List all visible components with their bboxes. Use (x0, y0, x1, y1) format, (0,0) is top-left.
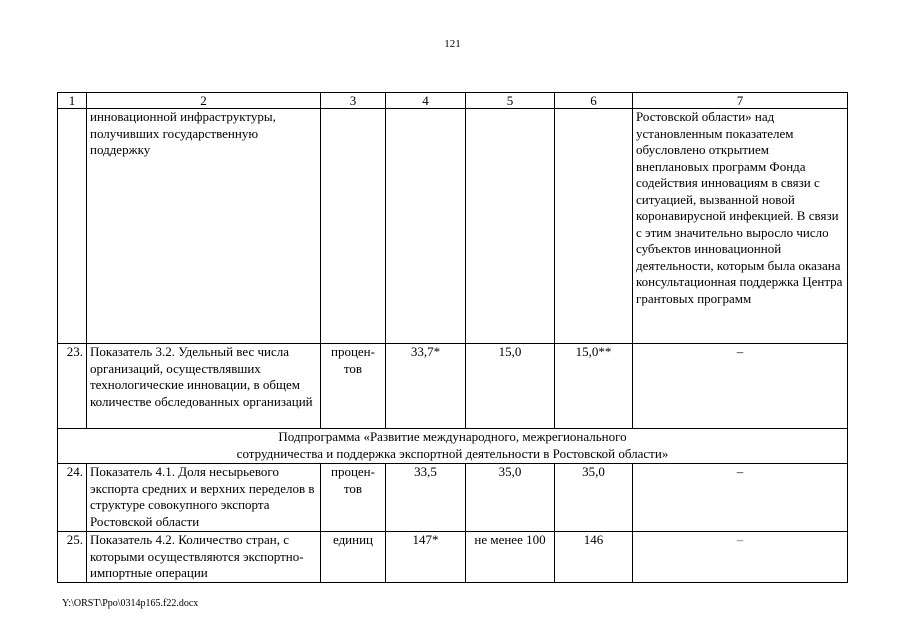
subprogram-line: Подпрограмма «Развитие международного, межрегионального (278, 429, 627, 444)
header-cell: 5 (466, 93, 555, 109)
table-row (58, 532, 848, 583)
unit-cell: процен-тов (321, 344, 386, 429)
footer-file-path: Y:\ORST\Ppo\0314p165.f22.docx (62, 598, 199, 609)
note-cell: Ростовской области» над установленным показателем обусловлено открытием внеплановых программ Фонда содействия инновациям в связи с ситуацией, вызванной новой коронавирусной инфекцией. В связи с этим значительно выросло число субъектов инновационной деятельности, которым была оказана консультационная поддержка Центра грантовых программ (633, 109, 848, 344)
row-number-cell (58, 109, 87, 344)
report-table (57, 92, 848, 583)
note-cell: – (633, 532, 848, 583)
header-row (58, 93, 848, 109)
table-row (58, 109, 848, 344)
header-cell: 7 (633, 93, 848, 109)
indicator-cell: Показатель 3.2. Удельный вес числа организаций, осуществлявших технологические инновации, в общем количестве обследованных организаций (87, 344, 321, 429)
note-cell: – (633, 344, 848, 429)
value-cell: 35,0 (555, 464, 633, 532)
subprogram-title (58, 429, 848, 464)
row-number-cell: 25. (58, 532, 87, 583)
unit-cell: процен-тов (321, 464, 386, 532)
value-cell: 15,0 (466, 344, 555, 429)
value-cell: 33,7* (386, 344, 466, 429)
value-cell: 35,0 (466, 464, 555, 532)
note-cell: – (633, 464, 848, 532)
unit-cell (321, 109, 386, 344)
subprogram-row (58, 429, 848, 464)
value-cell: 33,5 (386, 464, 466, 532)
value-cell (555, 109, 633, 344)
unit-cell: единиц (321, 532, 386, 583)
page-number: 121 (444, 38, 461, 50)
row-number-cell: 23. (58, 344, 87, 429)
value-cell: не менее 100 (466, 532, 555, 583)
value-cell (386, 109, 466, 344)
value-cell: 147* (386, 532, 466, 583)
table-row (58, 344, 848, 429)
header-cell: 3 (321, 93, 386, 109)
indicator-cell: инновационной инфраструктуры, получивших государственную поддержку (87, 109, 321, 344)
indicator-cell: Показатель 4.1. Доля несырьевого экспорта средних и верхних переделов в структуре совокупного экспорта Ростовской области (87, 464, 321, 532)
header-cell: 2 (87, 93, 321, 109)
row-number-cell: 24. (58, 464, 87, 532)
value-cell: 146 (555, 532, 633, 583)
header-cell: 6 (555, 93, 633, 109)
header-cell: 1 (58, 93, 87, 109)
indicator-cell: Показатель 4.2. Количество стран, с которыми осуществляются экспортно-импортные операции (87, 532, 321, 583)
table-row (58, 464, 848, 532)
value-cell (466, 109, 555, 344)
value-cell: 15,0** (555, 344, 633, 429)
subprogram-line: сотрудничества и поддержка экспортной деятельности в Ростовской области» (236, 445, 669, 461)
header-cell: 4 (386, 93, 466, 109)
